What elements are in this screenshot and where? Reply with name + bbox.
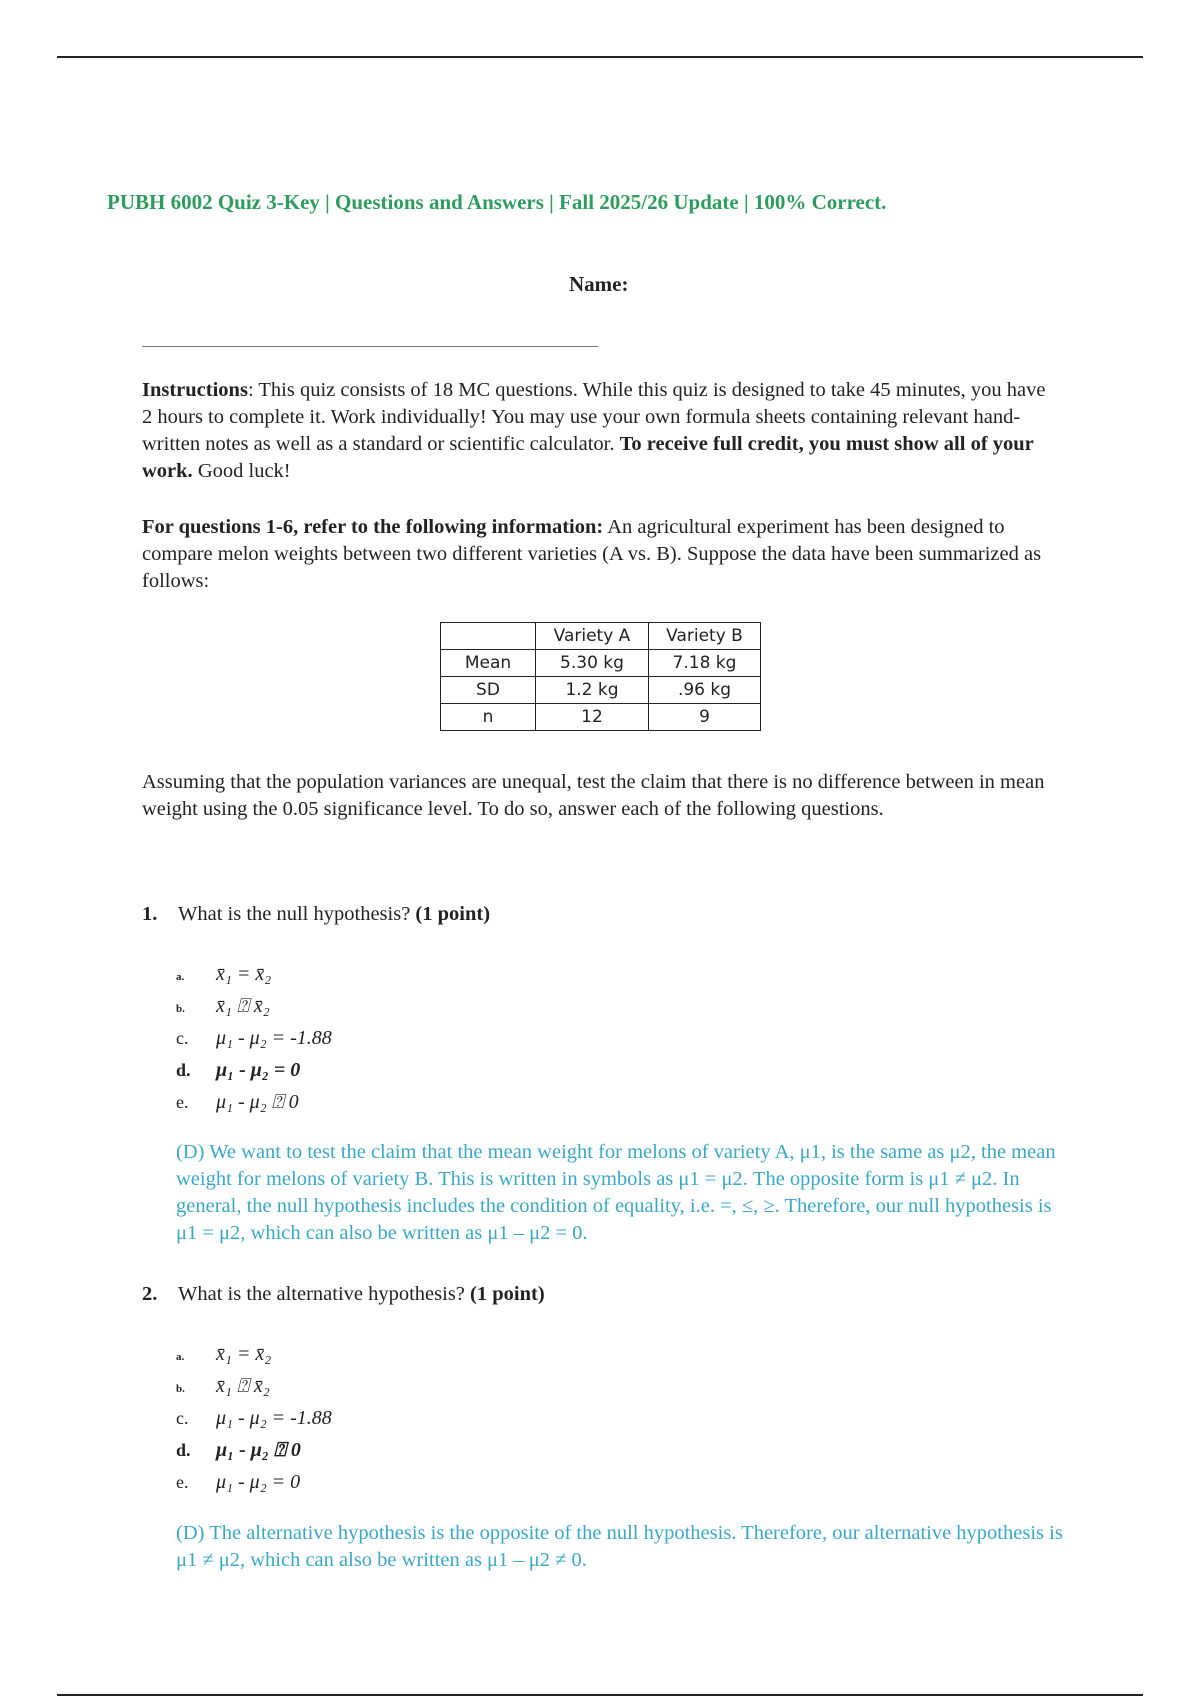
- question-text: What is the alternative hypothesis?: [178, 1283, 471, 1305]
- question-points: (1 point): [470, 1283, 545, 1305]
- answer-explanation-2: (D) The alternative hypothesis is the opposite of the null hypothesis. Therefore, our alternative hypothesis is μ1 ≠ μ2, which can also be written as μ1 – μ2 ≠ 0.: [176, 1522, 1063, 1571]
- option-letter: c.: [176, 1028, 189, 1048]
- option-expression: μ₁ - μ₂ ⍰ 0: [216, 1091, 299, 1113]
- option-expression: μ₁ - μ₂ = -1.88: [216, 1027, 332, 1049]
- table-cell: Mean: [441, 650, 536, 677]
- table-cell: 7.18 kg: [649, 650, 761, 677]
- table-row: [441, 650, 761, 677]
- document-title: PUBH 6002 Quiz 3-Key | Questions and Answers | Fall 2025/26 Update | 100% Correct.: [107, 190, 887, 214]
- answer-explanation-1: (D) We want to test the claim that the mean weight for melons of variety A, μ1, is the same as μ2, the mean weight for melons of variety B. This is written in symbols as μ1 = μ2. The opposite form is μ1 ≠ μ2. In general, the null hypothesis includes the condition of equality, i.e. =, ≤, ≥. Therefore, our null hypothesis is μ1 = μ2, which can also be written as μ1 – μ2 = 0.: [176, 1141, 1056, 1244]
- table-cell: SD: [441, 677, 536, 704]
- table-cell: .96 kg: [649, 677, 761, 704]
- question-number: 2.: [142, 1283, 158, 1305]
- instructions-tail: Good luck!: [192, 460, 291, 482]
- table-header-cell: Variety B: [649, 623, 761, 650]
- question-2: [142, 1283, 545, 1306]
- table-cell: 12: [536, 704, 649, 731]
- option-e[interactable]: [176, 1086, 576, 1118]
- option-e[interactable]: [176, 1466, 576, 1498]
- table-header-cell: Variety A: [536, 623, 649, 650]
- assumption-paragraph: Assuming that the population variances are unequal, test the claim that there is no difference between in mean weight using the 0.05 significance level. To do so, answer each of the following questions.: [142, 771, 1045, 820]
- table-cell: [441, 623, 536, 650]
- question-2-options: [176, 1338, 576, 1498]
- option-letter: a.: [176, 971, 185, 983]
- instructions-text: : This quiz consists of 18 MC questions. While this quiz is designed to take 45 minutes, you have 2 hours to complete it. Work individually! You may use your own formula sheets containing relevant hand-written notes as well as a standard or scientific calculator.: [142, 379, 1046, 455]
- option-expression: μ₁ - μ₂ = -1.88: [216, 1407, 332, 1429]
- option-expression: x̄₁ ⍰ x̄₂: [216, 995, 270, 1017]
- option-letter: b.: [176, 1003, 185, 1015]
- table-row: [441, 704, 761, 731]
- option-letter: e.: [176, 1092, 189, 1112]
- option-letter: a.: [176, 1351, 185, 1363]
- option-letter: e.: [176, 1472, 189, 1492]
- table-header-row: [441, 623, 761, 650]
- option-letter: b.: [176, 1383, 185, 1395]
- question-text: What is the null hypothesis?: [178, 903, 416, 925]
- option-b[interactable]: [176, 1370, 576, 1402]
- question-points: (1 point): [415, 903, 491, 925]
- table-cell: n: [441, 704, 536, 731]
- option-expression: μ₁ - μ₂ = 0: [216, 1471, 301, 1493]
- name-blank-line: [142, 346, 598, 347]
- info-text: An agricultural experiment has been designed to compare melon weights between two different varieties (A vs. B). Suppose the data have been summarized as follows:: [142, 516, 1042, 592]
- option-letter: d.: [176, 1440, 191, 1460]
- info-label: For questions 1-6, refer to the following information:: [142, 516, 604, 538]
- option-expression: x̄₁ ⍰ x̄₂: [216, 1375, 270, 1397]
- option-a[interactable]: [176, 958, 576, 990]
- option-letter: d.: [176, 1060, 191, 1080]
- option-letter: c.: [176, 1408, 189, 1428]
- option-a[interactable]: [176, 1338, 576, 1370]
- instructions-label: Instructions: [142, 379, 248, 401]
- info-paragraph: [142, 514, 1057, 595]
- option-d-correct[interactable]: [176, 1434, 576, 1466]
- option-expression: x̄₁ = x̄₂: [216, 1343, 272, 1365]
- table-cell: 1.2 kg: [536, 677, 649, 704]
- instructions-bold-text: To receive full credit, you must show all of your work.: [142, 433, 1034, 482]
- name-label: Name:: [569, 272, 629, 296]
- option-b[interactable]: [176, 990, 576, 1022]
- question-number: 1.: [142, 903, 158, 925]
- table-cell: 9: [649, 704, 761, 731]
- option-c[interactable]: [176, 1402, 576, 1434]
- top-rule: [57, 56, 1143, 58]
- instructions-paragraph: [142, 377, 1057, 485]
- option-expression: μ₁ - μ₂ = 0: [216, 1059, 301, 1081]
- summary-table: [440, 622, 761, 731]
- table-cell: 5.30 kg: [536, 650, 649, 677]
- question-1: [142, 903, 490, 926]
- option-c[interactable]: [176, 1022, 576, 1054]
- option-d-correct[interactable]: [176, 1054, 576, 1086]
- table-row: [441, 677, 761, 704]
- question-1-options: [176, 958, 576, 1118]
- option-expression: x̄₁ = x̄₂: [216, 963, 272, 985]
- option-expression: μ₁ - μ₂ ⍰ 0: [216, 1439, 301, 1461]
- bottom-rule: [57, 1694, 1143, 1696]
